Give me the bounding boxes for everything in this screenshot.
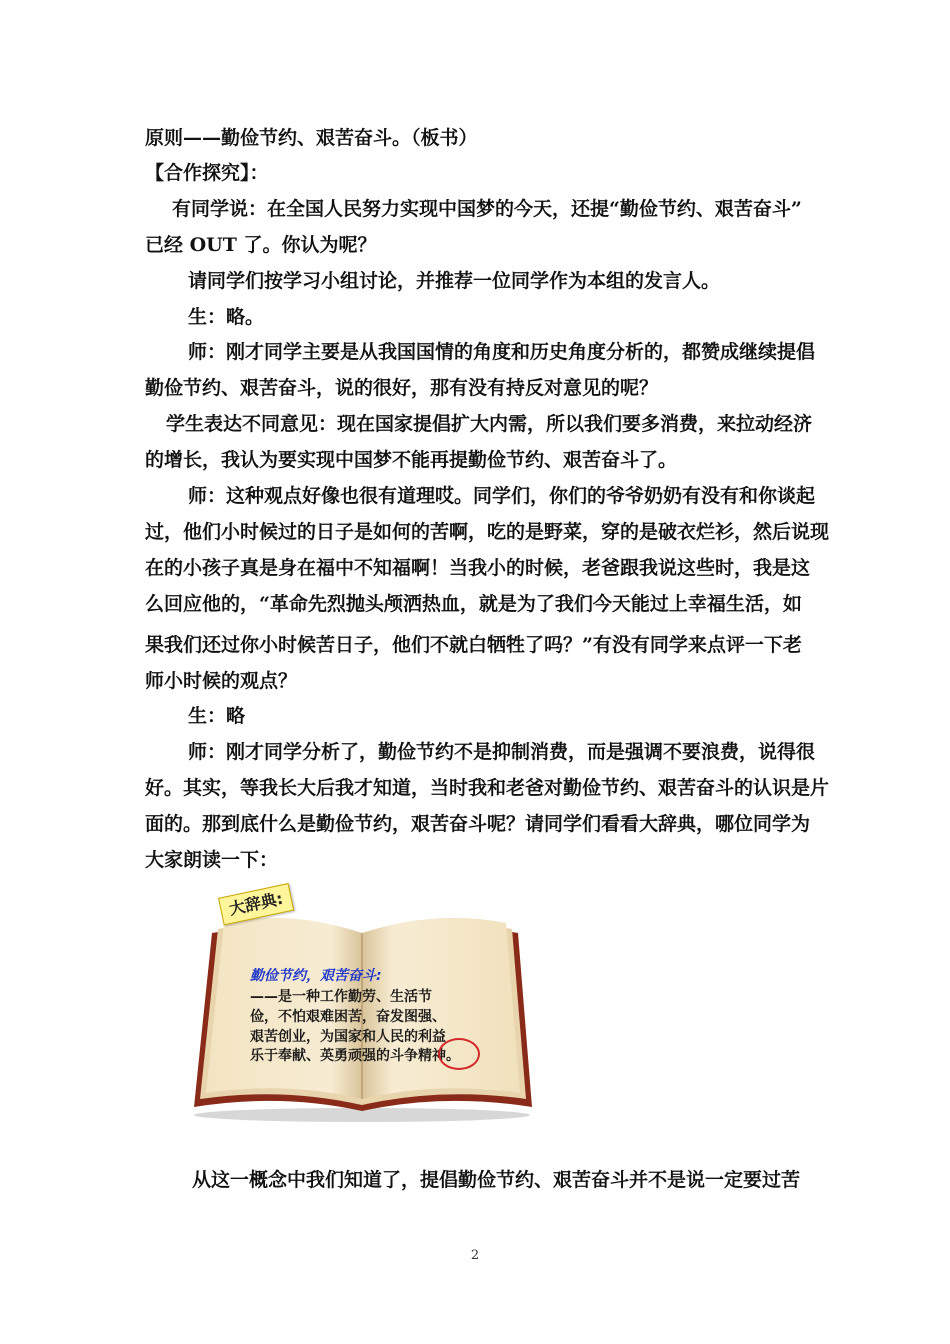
text-line: 有同学说：在全国人民努力实现中国梦的今天，还提“勤俭节约、艰苦奋斗” [172,198,802,220]
text-line: 面的。那到底什么是勤俭节约，艰苦奋斗呢？请同学们看看大辞典，哪位同学为 [145,813,811,835]
text-line: 么回应他的，“革命先烈抛头颅洒热血，就是为了我们今天能过上幸福生活，如 [145,593,802,615]
definition-line: 俭，不怕艰难困苦，奋发图强、 [250,1009,446,1025]
definition-line: 艰苦创业，为国家和人民的利益 [250,1029,446,1045]
dictionary-label: 大辞典: [218,883,294,925]
text-line: 过，他们小时候过的日子是如何的苦啊，吃的是野菜，穿的是破衣烂衫，然后说现 [145,521,830,543]
text-line: 师：这种观点好像也很有道理哎。同学们，你们的爷爷奶奶有没有和你谈起 [188,485,816,507]
definition-title: 勤俭节约，艰苦奋斗: [250,968,382,984]
text-line: 已经 OUT 了。你认为呢？ [145,234,377,256]
text-line: 从这一概念中我们知道了，提倡勤俭节约、艰苦奋斗并不是说一定要过苦 [192,1169,801,1191]
text-line: 师：刚才同学分析了，勤俭节约不是抑制消费，而是强调不要浪费，说得很 [188,741,816,763]
highlight-circle [438,1038,480,1070]
text-line: 学生表达不同意见：现在国家提倡扩大内需，所以我们要多消费，来拉动经济 [166,413,813,435]
text-line: 好。其实，等我长大后我才知道，当时我和老爸对勤俭节约、艰苦奋斗的认识是片 [145,777,830,799]
definition-line: 乐于奉献、英勇顽强的斗争精神。 [250,1048,460,1064]
text-line: 在的小孩子真是身在福中不知福啊！当我小的时候，老爸跟我说这些时，我是这 [145,557,811,579]
text-line: 大家朗读一下： [145,849,279,871]
text-line: 生：略。 [188,306,265,328]
text-line: 原则——勤俭节约、艰苦奋斗。（板书） [145,127,478,149]
text-line: 生：略 [188,705,246,727]
text-line: 勤俭节约、艰苦奋斗，说的很好，那有没有持反对意见的呢？ [145,377,659,399]
text-line: 师：刚才同学主要是从我国国情的角度和历史角度分析的，都赞成继续提倡 [188,341,816,363]
text-line: 的增长，我认为要实现中国梦不能再提勤俭节约、艰苦奋斗了。 [145,449,678,471]
text-line: 果我们还过你小时候苦日子，他们不就白牺牲了吗？”有没有同学来点评一下老 [145,634,802,656]
text-line: 师小时候的观点？ [145,670,298,692]
definition-line: ——是一种工作勤劳、生活节 [250,989,432,1005]
text-line: 请同学们按学习小组讨论，并推荐一位同学作为本组的发言人。 [188,270,721,292]
page-number: 2 [470,1248,480,1263]
section-heading: 【合作探究】： [145,162,269,184]
